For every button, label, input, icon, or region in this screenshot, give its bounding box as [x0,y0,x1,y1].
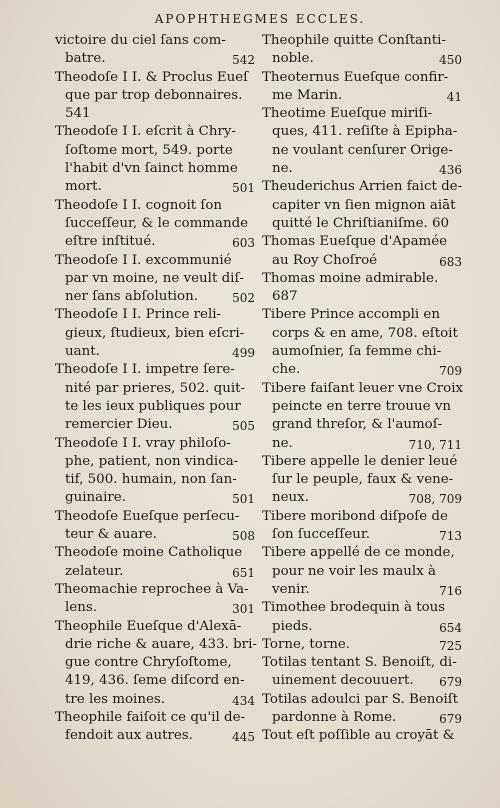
index-entry-line [55,215,255,233]
entry-text: drie riche & auare, 433. bri- [65,636,257,652]
index-entry-line [55,398,255,416]
page-reference: 683 [439,254,462,269]
index-entry-line [55,160,255,178]
entry-text: 687 [272,289,298,305]
index-column-right [262,32,462,746]
index-entry [262,178,462,233]
index-entry-line [55,197,255,215]
entry-text: ne. [272,435,293,451]
index-entry [55,252,255,307]
index-entry-line [55,361,255,379]
index-entry-line [262,178,462,196]
index-entry-line [262,435,462,453]
running-header: APOPHTHEGMES ECCLES. [154,12,366,26]
page-reference: 709 [439,364,462,379]
entry-text: gieux, ſtudieux, bien eſcri- [65,325,245,341]
index-entry-line [262,508,462,526]
entry-text: phe, patient, non vindica- [65,453,239,469]
index-entry-line [55,416,255,434]
index-entry-line [262,544,462,562]
page-reference: 651 [232,565,255,580]
index-entry-line [262,123,462,141]
index-entry [55,618,255,709]
index-entry-line [55,105,255,123]
index-entry-line [55,306,255,324]
page-reference: 499 [232,346,255,361]
entry-text: au Roy Choſroé [272,252,378,268]
entry-text: pieds. [272,618,313,634]
index-entry-line [262,306,462,324]
entry-text: uinement decouuert. [272,673,414,689]
entry-text: noble. [272,51,314,67]
page-reference: 501 [232,181,255,196]
entry-text: Theodoſe I I. impetre ſere- [55,362,235,378]
index-entry-line [55,636,255,654]
entry-text: 541 [65,106,91,122]
index-entry-line [55,69,255,87]
index-entry-line [262,398,462,416]
index-entry [55,361,255,434]
index-entry-line [262,288,462,306]
index-entry [262,727,462,745]
entry-text: ſur le peuple, faux & vene- [272,472,454,488]
index-entry-line [262,343,462,361]
entry-text: remercier Dieu. [65,417,173,433]
index-entry-line [262,325,462,343]
entry-text: mort. [65,179,102,195]
entry-text: eſtre inſtitué. [65,234,156,250]
index-entry [262,636,462,654]
index-entry-line [262,654,462,672]
index-entry [262,508,462,545]
index-entry-line [55,252,255,270]
index-entry-line [55,508,255,526]
index-entry-line [55,288,255,306]
entry-text: che. [272,362,301,378]
entry-text: gue contre Chryſoſtome, [65,655,232,671]
entry-text: Theodoſe I I. vray philoſo- [55,435,231,451]
entry-text: aumoſnier, ſa femme chi- [272,344,442,360]
entry-text: Tibere Prince accompli en [262,307,440,323]
index-entry [262,654,462,691]
entry-text: Theophile Eueſque d'Alexā- [55,618,242,634]
entry-text: pardonne à Rome. [272,709,397,725]
index-entry-line [262,599,462,617]
entry-text: Theodoſe I I. & Proclus Eueſ [55,69,249,85]
entry-text: batre. [65,51,106,67]
index-entry-line [55,123,255,141]
entry-text: guinaire. [65,490,126,506]
index-entry-line [55,618,255,636]
entry-text: 419, 436. ſeme diſcord en- [65,673,245,689]
index-entry-line [262,380,462,398]
entry-text: tre les moines. [65,691,166,707]
index-entry-line [262,252,462,270]
index-entry-line [55,453,255,471]
entry-text: ſucceſſeur, & le commande [65,215,249,231]
page-reference: 679 [439,711,462,726]
index-entry-line [262,142,462,160]
page-reference: 41 [446,89,462,104]
index-entry [55,581,255,618]
entry-text: Theodoſe Eueſque perſecu- [55,508,240,524]
entry-text: Theotime Eueſque miriſi- [262,106,433,122]
index-entry-line [262,233,462,251]
index-entry [262,599,462,636]
index-entry [262,32,462,69]
entry-text: grand threſor, & l'aumoſ- [272,417,443,433]
entry-text: ques, 411. reſiſte à Epipha- [272,124,458,140]
entry-text: neux. [272,490,309,506]
index-entry [262,544,462,599]
index-entry [55,508,255,545]
index-entry-line [55,526,255,544]
index-entry-line [262,270,462,288]
page-reference: 505 [232,419,255,434]
entry-text: zelateur. [65,563,124,579]
entry-text: que par trop debonnaires. [65,87,243,103]
index-entry-line [262,709,462,727]
index-entry-line [55,142,255,160]
index-entry-line [262,416,462,434]
index-entry [55,306,255,361]
entry-text: Theodoſe I I. cognoit ſon [55,197,223,213]
index-entry-line [262,563,462,581]
index-entry-line [262,672,462,690]
entry-text: teur & auare. [65,527,157,543]
index-entry [55,197,255,252]
entry-text: peincte en terre trouue vn [272,398,452,414]
index-entry [262,69,462,106]
entry-text: nité par prieres, 502. quit- [65,380,246,396]
entry-text: ne. [272,161,293,177]
index-entry-line [262,160,462,178]
index-entry-line [55,709,255,727]
entry-text: Theoternus Eueſque confir- [262,69,449,85]
entry-text: Theodoſe I I. eſcrit à Chry- [55,124,236,140]
page-reference: 716 [439,583,462,598]
index-entry-line [262,727,462,745]
entry-text: Theuderichus Arrien faict de- [262,179,463,195]
page-reference: 508 [232,529,255,544]
index-entry [262,453,462,508]
entry-text: par vn moine, ne veult diſ- [65,270,244,286]
entry-text: me Marin. [272,87,343,103]
index-entry-line [55,233,255,251]
entry-text: ſon ſucceſſeur. [272,527,371,543]
index-entry-line [55,672,255,690]
index-entry [55,544,255,581]
entry-text: fendoit aux autres. [65,728,193,744]
index-entry-line [55,727,255,745]
entry-text: Tibere appelle le denier leué [262,453,458,469]
index-entry-line [262,636,462,654]
entry-text: l'habit d'vn ſainct homme [65,161,238,177]
entry-text: Theodoſe I I. Prince reli- [55,307,222,323]
index-entry [55,32,255,69]
entry-text: pour ne voir les maulx à [272,563,437,579]
index-entry [262,380,462,453]
page-reference: 710, 711 [408,437,462,452]
index-entry-line [55,343,255,361]
index-entry-line [262,361,462,379]
entry-text: corps & en ame, 708. eſtoit [272,325,458,341]
index-entry [55,435,255,508]
page-reference: 603 [232,236,255,251]
page-reference: 542 [232,53,255,68]
entry-text: ne voulant cenſurer Orige- [272,142,453,158]
index-entry-line [55,654,255,672]
index-entry-line [262,105,462,123]
page-reference: 301 [232,602,255,617]
index-entry [55,123,255,196]
index-entry-line [55,544,255,562]
entry-text: capiter vn ſien mignon aiāt [272,197,456,213]
index-entry-line [262,581,462,599]
index-entry-line [55,435,255,453]
page-reference: 713 [439,529,462,544]
index-entry-line [262,489,462,507]
index-entry-line [262,526,462,544]
entry-text: tif, 500. humain, non ſan- [65,472,237,488]
entry-text: ner ſans abſolution. [65,289,198,305]
index-entry-line [262,618,462,636]
entry-text: Theomachie reprochee à Va- [55,581,249,597]
index-entry-line [55,270,255,288]
entry-text: Theodoſe I I. excommunié [55,252,232,268]
entry-text: Thomas Eueſque d'Apamée [262,234,448,250]
index-entry [262,691,462,728]
index-entry [55,69,255,124]
entry-text: uant. [65,344,100,360]
index-entry [262,105,462,178]
entry-text: lens. [65,600,97,616]
entry-text: Tout eſt poſſible au croyāt & [262,728,455,744]
page-reference: 654 [439,620,462,635]
entry-text: Theophile quitte Conſtanti- [262,33,446,48]
entry-text: Timothee brodequin à tous [262,600,446,616]
page-reference: 434 [232,693,255,708]
index-entry-line [55,563,255,581]
entry-text: ſoſtome mort, 549. porte [65,142,233,158]
index-entry-line [55,325,255,343]
entry-text: Tibere faiſant leuer vne Croix [262,380,464,396]
index-entry-line [55,32,255,50]
entry-text: Totilas adoulci par S. Benoiſt [262,691,459,707]
entry-text: Tibere moribond diſpoſe de [262,508,448,524]
entry-text: Theophile faiſoit ce qu'il de- [55,709,246,725]
page-reference: 679 [439,675,462,690]
entry-text: victoire du ciel ſans com- [55,33,226,48]
index-entry-line [55,691,255,709]
index-entry-line [262,471,462,489]
entry-text: quitté le Chriſtianiſme. 60 [272,215,450,231]
page-reference: 436 [439,163,462,178]
index-column-left [55,32,255,746]
index-entry-line [262,453,462,471]
entry-text: te les ieux publiques pour [65,398,241,414]
index-entry-line [55,50,255,68]
page-reference: 502 [232,291,255,306]
entry-text: venir. [272,581,310,597]
entry-text: Torne, torne. [262,636,351,652]
index-entry-line [55,599,255,617]
entry-text: Tibere appellé de ce monde, [262,545,455,561]
page-reference: 725 [439,638,462,653]
index-entry-line [55,581,255,599]
index-entry-line [262,197,462,215]
page-reference: 450 [439,53,462,68]
index-entry-line [55,87,255,105]
index-entry-line [55,471,255,489]
entry-text: Totilas tentant S. Benoiſt, di- [262,655,457,671]
index-entry-line [262,69,462,87]
index-entry [262,270,462,307]
page-reference: 445 [232,730,255,745]
index-entry-line [55,178,255,196]
index-entry-line [262,50,462,68]
page-reference: 708, 709 [408,492,462,507]
index-entry-line [262,691,462,709]
index-entry [262,306,462,379]
index-entry-line [262,215,462,233]
index-entry-line [262,87,462,105]
index-entry-line [55,380,255,398]
index-entry-line [262,32,462,50]
index-entry [262,233,462,270]
page-reference: 501 [232,492,255,507]
index-entry [55,709,255,746]
entry-text: Theodoſe moine Catholique [55,545,243,561]
index-entry-line [55,489,255,507]
entry-text: Thomas moine admirable. [262,270,439,286]
